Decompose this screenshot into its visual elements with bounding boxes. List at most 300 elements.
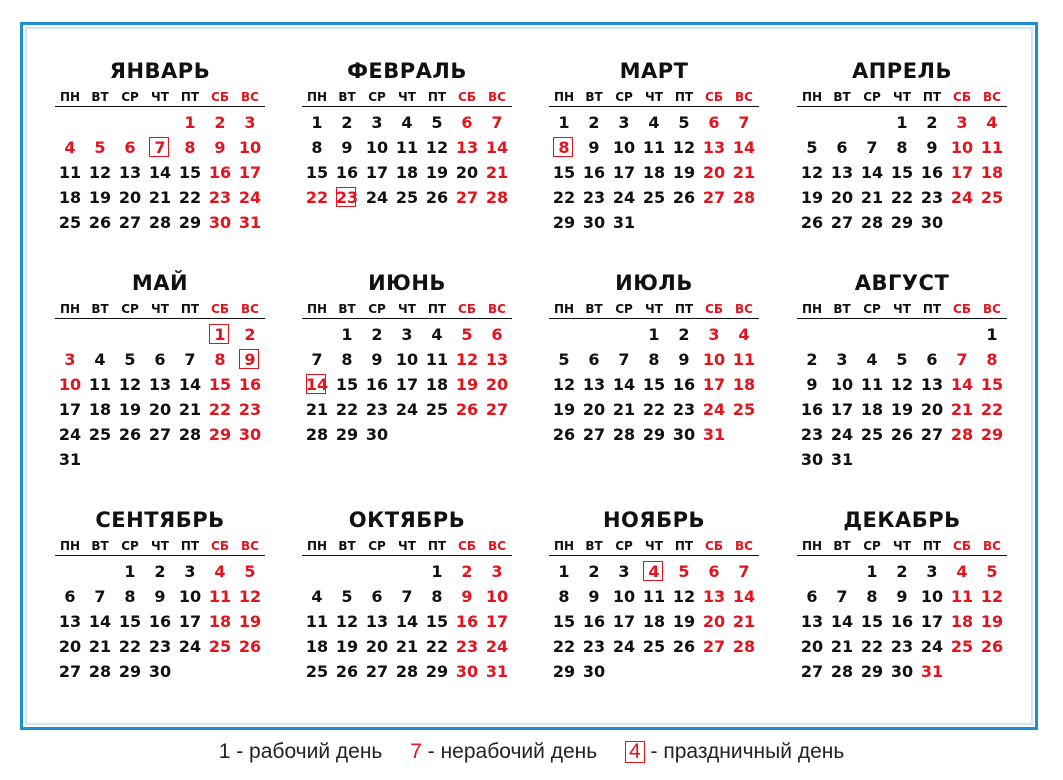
day-cell: 21 [485,163,509,182]
weekday-label: ВС [241,90,259,104]
day-cell: 5 [431,113,443,132]
day-cell: 11 [305,612,329,631]
weekday-header [55,88,265,107]
day-cell: 15 [642,375,666,394]
day-cell: 29 [208,425,232,444]
day-cell: 10 [485,587,509,606]
day-cell: 13 [582,375,606,394]
weekday-label: ПТ [922,302,942,316]
weekday-header [302,537,512,556]
empty-cell [302,559,332,584]
day-cell: 16 [238,375,262,394]
day-cell: 29 [552,662,576,681]
day-cell: 22 [890,188,914,207]
week-row [797,559,1007,584]
week-row [55,397,265,422]
day-cell: 20 [118,188,142,207]
day-cell: 5 [986,562,998,581]
day-cell: 11 [88,375,112,394]
day-cell: 17 [395,375,419,394]
month-title: ЯНВАРЬ [109,59,211,83]
day-cell: 3 [708,325,720,344]
day-cell: 25 [642,637,666,656]
day-cell: 19 [890,400,914,419]
weekday-label: ПТ [922,90,942,104]
day-cell: 3 [64,350,76,369]
empty-cell [609,322,639,347]
weekday-label: ВС [488,539,506,553]
weekday-header [55,537,265,556]
day-cell: 21 [395,637,419,656]
weekday-label: ЧТ [398,302,416,316]
weekday-header [549,88,759,107]
weekday-label: ЧТ [151,539,169,553]
week-row [797,322,1007,347]
day-cell: 6 [708,562,720,581]
day-cell: 22 [118,637,142,656]
day-cell: 26 [455,400,479,419]
day-cell: 8 [986,350,998,369]
day-cell: 28 [485,188,509,207]
day-cell: 5 [896,350,908,369]
day-cell: 13 [702,138,726,157]
weekday-label: ПН [801,302,823,316]
week-row [549,634,759,659]
day-cell: 2 [806,350,818,369]
day-cell: 27 [702,188,726,207]
day-cell: 16 [672,375,696,394]
day-cell: 29 [118,662,142,681]
week-row [55,135,265,160]
day-cell: 10 [612,138,636,157]
day-cell: 1 [896,113,908,132]
day-cell: 11 [425,350,449,369]
day-cell: 10 [612,587,636,606]
day-cell: 7 [491,113,503,132]
empty-cell [145,322,175,347]
day-cell: 30 [208,213,232,232]
day-cell: 2 [678,325,690,344]
week-row [302,347,512,372]
week-row [797,160,1007,185]
week-row [797,422,1007,447]
day-cell: 15 [425,612,449,631]
day-cell: 28 [395,662,419,681]
week-row [797,185,1007,210]
weekday-label: ПН [306,90,328,104]
week-row [549,372,759,397]
week-row [549,397,759,422]
day-cell: 20 [800,637,824,656]
weekday-label: СР [863,90,881,104]
empty-cell [55,322,85,347]
day-cell: 16 [455,612,479,631]
weekday-label: СБ [458,302,476,316]
month-block [797,507,1007,684]
day-cell: 30 [672,425,696,444]
empty-cell [827,322,857,347]
week-row [55,447,265,472]
weekday-label: ВТ [91,90,109,104]
day-cell: 9 [461,587,473,606]
day-cell: 15 [208,375,232,394]
day-cell: 21 [88,637,112,656]
week-row [55,110,265,135]
weekday-label: СР [368,539,386,553]
day-cell: 27 [920,425,944,444]
day-cell: 2 [154,562,166,581]
week-row [55,185,265,210]
day-cell: 14 [302,372,332,397]
day-cell: 1 [124,562,136,581]
day-cell: 20 [485,375,509,394]
day-cell: 31 [485,662,509,681]
day-cell: 23 [365,400,389,419]
day-cell: 29 [178,213,202,232]
day-cell: 11 [208,587,232,606]
month-title: НОЯБРЬ [602,508,705,532]
weekday-label: ВС [241,539,259,553]
weekday-label: ЧТ [893,90,911,104]
day-cell: 23 [332,185,362,210]
day-cell: 5 [558,350,570,369]
day-cell: 22 [208,400,232,419]
day-cell: 14 [612,375,636,394]
day-cell: 10 [395,350,419,369]
day-cell: 29 [980,425,1004,444]
day-cell: 11 [980,138,1004,157]
day-cell: 30 [890,662,914,681]
day-cell: 16 [208,163,232,182]
day-cell: 29 [335,425,359,444]
day-cell: 4 [64,138,76,157]
weekday-header [797,300,1007,319]
day-cell: 13 [702,587,726,606]
weekday-label: СБ [458,539,476,553]
week-row [797,659,1007,684]
day-cell: 7 [866,138,878,157]
empty-cell [145,110,175,135]
weekday-label: ВС [488,302,506,316]
day-cell: 13 [365,612,389,631]
day-cell: 23 [800,425,824,444]
week-row [302,185,512,210]
day-cell: 12 [672,138,696,157]
weekday-label: ВС [488,90,506,104]
day-cell: 15 [305,163,329,182]
day-cell: 5 [678,562,690,581]
weekday-label: ПН [306,302,328,316]
weekday-label: ПТ [922,539,942,553]
day-cell: 28 [732,188,756,207]
week-row [549,584,759,609]
weekday-label: ЧТ [151,302,169,316]
weekday-header [55,300,265,319]
day-cell: 20 [58,637,82,656]
weekday-label: СР [863,539,881,553]
weekday-label: СБ [953,302,971,316]
week-row [797,372,1007,397]
month-title: АВГУСТ [854,271,950,295]
day-cell: 31 [920,662,944,681]
weekday-label: СБ [953,539,971,553]
day-cell: 29 [642,425,666,444]
week-row [55,160,265,185]
day-cell: 1 [311,113,323,132]
day-cell: 25 [305,662,329,681]
day-cell: 12 [425,138,449,157]
empty-cell [115,110,145,135]
empty-cell [827,559,857,584]
day-cell: 30 [238,425,262,444]
day-cell: 20 [702,163,726,182]
weekday-label: СБ [211,90,229,104]
week-row [797,210,1007,235]
week-row [302,397,512,422]
day-cell: 12 [672,587,696,606]
weekday-label: ЧТ [398,90,416,104]
day-cell: 27 [455,188,479,207]
weekday-label: ВТ [338,539,356,553]
weekday-label: СР [121,539,139,553]
day-cell: 30 [148,662,172,681]
day-cell: 20 [365,637,389,656]
day-cell: 1 [986,325,998,344]
day-cell: 8 [896,138,908,157]
day-cell: 24 [920,637,944,656]
day-cell: 12 [118,375,142,394]
month-title: СЕНТЯБРЬ [95,508,225,532]
week-row [55,659,265,684]
day-cell: 8 [866,587,878,606]
day-cell: 8 [341,350,353,369]
day-cell: 9 [235,347,265,372]
day-cell: 22 [552,188,576,207]
empty-cell [115,322,145,347]
week-row [55,372,265,397]
day-cell: 5 [461,325,473,344]
day-cell: 2 [371,325,383,344]
empty-cell [175,322,205,347]
day-cell: 14 [395,612,419,631]
weekday-label: ПН [553,302,575,316]
day-cell: 26 [425,188,449,207]
day-cell: 25 [980,188,1004,207]
day-cell: 25 [395,188,419,207]
week-row [302,584,512,609]
weekday-label: СР [368,90,386,104]
empty-cell [579,322,609,347]
day-cell: 4 [738,325,750,344]
day-cell: 22 [552,637,576,656]
day-cell: 29 [860,662,884,681]
day-cell: 28 [88,662,112,681]
day-cell: 1 [558,562,570,581]
day-cell: 28 [860,213,884,232]
day-cell: 4 [639,559,669,584]
day-cell: 19 [425,163,449,182]
day-cell: 4 [986,113,998,132]
weekday-label: СБ [211,302,229,316]
day-cell: 10 [238,138,262,157]
empty-cell [85,110,115,135]
weekday-label: СР [863,302,881,316]
day-cell: 19 [672,163,696,182]
day-cell: 3 [491,562,503,581]
week-row [302,160,512,185]
day-cell: 13 [920,375,944,394]
day-cell: 22 [642,400,666,419]
day-cell: 20 [148,400,172,419]
day-cell: 16 [335,163,359,182]
day-cell: 14 [732,587,756,606]
day-cell: 7 [836,587,848,606]
day-cell: 20 [920,400,944,419]
day-cell: 15 [890,163,914,182]
day-cell: 2 [926,113,938,132]
day-cell: 7 [401,587,413,606]
weekday-label: СР [121,90,139,104]
weekday-label: ЧТ [893,302,911,316]
day-cell: 7 [618,350,630,369]
week-row [549,322,759,347]
day-cell: 13 [118,163,142,182]
day-cell: 20 [582,400,606,419]
day-cell: 15 [335,375,359,394]
day-cell: 21 [732,163,756,182]
week-row [302,609,512,634]
day-cell: 24 [612,188,636,207]
week-row [302,110,512,135]
day-cell: 1 [431,562,443,581]
weekday-label: СР [615,90,633,104]
weekday-label: ВТ [585,90,603,104]
day-cell: 2 [244,325,256,344]
day-cell: 10 [58,375,82,394]
weekday-label: ПН [59,302,81,316]
day-cell: 21 [860,188,884,207]
day-cell: 11 [642,587,666,606]
day-cell: 11 [642,138,666,157]
day-cell: 12 [455,350,479,369]
day-cell: 18 [950,612,974,631]
weekday-label: СБ [705,539,723,553]
month-block [302,58,512,210]
day-cell: 12 [88,163,112,182]
day-cell: 1 [205,322,235,347]
day-cell: 24 [365,188,389,207]
day-cell: 18 [395,163,419,182]
day-cell: 1 [558,113,570,132]
empty-cell [857,110,887,135]
day-cell: 7 [956,350,968,369]
month-title: МАРТ [619,59,689,83]
weekday-label: ВС [735,539,753,553]
day-cell: 6 [64,587,76,606]
day-cell: 15 [980,375,1004,394]
day-cell: 17 [238,163,262,182]
day-cell: 19 [980,612,1004,631]
day-cell: 2 [588,562,600,581]
day-cell: 9 [588,138,600,157]
day-cell: 18 [642,612,666,631]
weekday-header [797,88,1007,107]
day-cell: 22 [305,188,329,207]
day-cell: 6 [806,587,818,606]
day-cell: 25 [860,425,884,444]
empty-cell [797,322,827,347]
weekday-label: ПТ [180,302,200,316]
week-row [302,559,512,584]
day-cell: 28 [612,425,636,444]
day-cell: 24 [485,637,509,656]
day-cell: 14 [178,375,202,394]
day-cell: 4 [401,113,413,132]
day-cell: 21 [830,637,854,656]
day-cell: 10 [830,375,854,394]
day-cell: 25 [425,400,449,419]
day-cell: 22 [860,637,884,656]
day-cell: 15 [552,612,576,631]
empty-cell [392,559,422,584]
day-cell: 19 [118,400,142,419]
weekday-label: ВТ [585,302,603,316]
day-cell: 27 [582,425,606,444]
day-cell: 31 [612,213,636,232]
day-cell: 26 [238,637,262,656]
day-cell: 7 [311,350,323,369]
month-block [549,270,759,447]
day-cell: 5 [341,587,353,606]
weekday-label: ВС [241,302,259,316]
week-row [55,609,265,634]
day-cell: 2 [461,562,473,581]
empty-cell [797,559,827,584]
week-row [55,634,265,659]
day-cell: 6 [154,350,166,369]
month-title: ИЮЛЬ [615,271,693,295]
empty-cell [797,110,827,135]
day-cell: 27 [830,213,854,232]
day-cell: 3 [244,113,256,132]
day-cell: 16 [365,375,389,394]
day-cell: 3 [371,113,383,132]
empty-cell [857,322,887,347]
day-cell: 5 [124,350,136,369]
day-cell: 8 [558,587,570,606]
day-cell: 17 [178,612,202,631]
day-cell: 30 [365,425,389,444]
day-cell: 18 [642,163,666,182]
weekday-label: ПН [801,539,823,553]
day-cell: 4 [648,113,660,132]
day-cell: 15 [552,163,576,182]
day-cell: 15 [860,612,884,631]
week-row [549,559,759,584]
day-cell: 19 [335,637,359,656]
month-title: ИЮНЬ [368,271,446,295]
day-cell: 14 [148,163,172,182]
weekday-label: СР [368,302,386,316]
day-cell: 25 [88,425,112,444]
day-cell: 8 [431,587,443,606]
day-cell: 16 [890,612,914,631]
month-block [302,270,512,447]
day-cell: 6 [124,138,136,157]
empty-cell [55,110,85,135]
day-cell: 9 [926,138,938,157]
weekday-label: ПТ [427,302,447,316]
